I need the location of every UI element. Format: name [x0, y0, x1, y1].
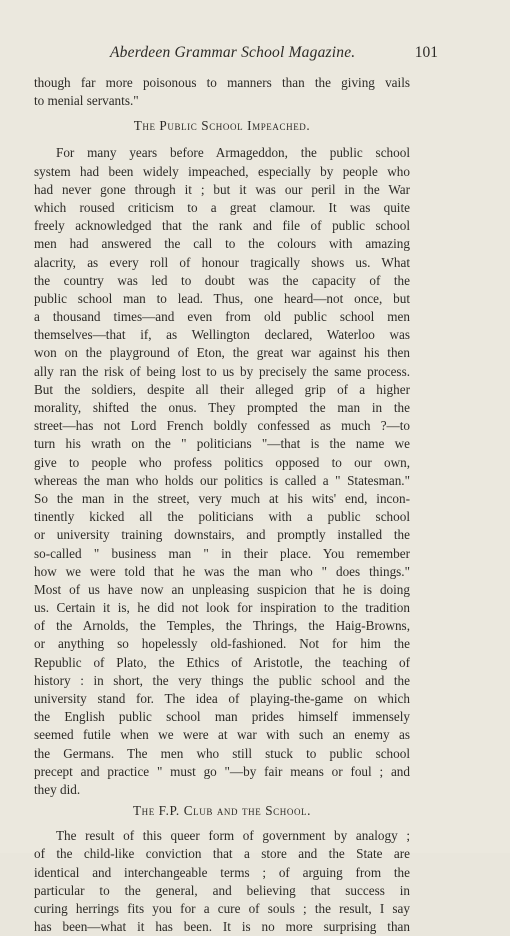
- text-line: street—has not Lord French boldly confessed as much ?—to: [34, 418, 410, 434]
- page-number: 101: [414, 44, 438, 61]
- text-line: though far more poisonous to manners than the giving vails: [34, 75, 410, 90]
- text-line: or university training downstairs, and promptly installed the: [34, 527, 410, 543]
- text-line: The result of this queer form of government by analogy ;: [56, 828, 410, 844]
- text-line: precept and practice " must go "—by fair means or foul ; and: [34, 763, 410, 779]
- text-line: But the soldiers, despite all their alleged grip of a higher: [34, 381, 410, 397]
- text-line: curing herrings fits you for a cure of souls ; the result, I say: [34, 900, 410, 916]
- paragraph-public-school: [34, 144, 410, 799]
- text-line: So the man in the street, very much at his wits' end, incon-: [34, 490, 410, 506]
- text-line: has been—what it has been. It is no more surprising than: [34, 919, 410, 935]
- text-line: which roused criticism to a great clamour. It was quite: [34, 199, 410, 215]
- text-line: had never gone through it ; but it was our peril in the War: [34, 181, 410, 197]
- text-line: Most of us have now an unpleasing suspicion that he is doing: [34, 581, 410, 597]
- text-line: the English public school man prides himself immensely: [34, 709, 410, 725]
- text-line: give to people who profess politics opposed to our own,: [34, 454, 410, 470]
- text-line: seemed futile when we were at war with such an enemy as: [34, 727, 410, 743]
- paragraph-continued: [34, 74, 410, 110]
- magazine-title: Aberdeen Grammar School Magazine.: [110, 44, 356, 61]
- section-heading-public-school-impeached: The Public School Impeached.: [133, 118, 311, 134]
- text-line: the country was led to doubt was the capacity of the: [34, 272, 410, 288]
- text-line: identical and interchangeable terms ; of arguing from the: [34, 864, 410, 880]
- text-line: a thousand times—and even from old public school men: [34, 309, 410, 325]
- text-line: turn his wrath on the " politicians "—that is the name we: [34, 436, 410, 452]
- text-line: For many years before Armageddon, the public school: [56, 145, 410, 161]
- text-line: tinently kicked all the politicians with a public school: [34, 509, 410, 525]
- text-line: they did.: [34, 781, 81, 797]
- text-line: so-called " business man " in their place. You remember: [34, 545, 410, 561]
- paragraph-fp-club: [34, 827, 410, 936]
- text-line: themselves—that if, as Wellington declared, Waterloo was: [34, 327, 410, 343]
- text-line: of the Arnolds, the Temples, the Thrings, the Haig-Browns,: [34, 618, 410, 634]
- text-line: freely acknowledged that the rank and file of public school: [34, 218, 410, 234]
- text-line: us. Certain it is, he did not look for inspiration to the tradition: [34, 600, 410, 616]
- text-line: how we were told that he was the man who " does things.": [34, 563, 410, 579]
- text-line: whereas the man who holds our politics is called a " Statesman.": [34, 472, 410, 488]
- article-body: [34, 74, 410, 936]
- section-heading-fp-club: The F.P. Club and the School.: [132, 803, 312, 819]
- text-line: the Germans. The men who still stuck to public school: [34, 745, 410, 761]
- text-line: men had answered the call to the colours with amazing: [34, 236, 410, 252]
- text-line: ally ran the risk of being lost to us by precisely the same process.: [34, 363, 410, 379]
- text-line: alacrity, as every roll of honour tragically shows us. What: [34, 254, 410, 270]
- running-header: [34, 44, 474, 64]
- text-line: or anything so hopelessly old-fashioned. Not for him the: [34, 636, 410, 652]
- text-line: morality, shifted the onus. They prompted the man in the: [34, 400, 410, 415]
- text-line: Republic of Plato, the Ethics of Aristotle, the teaching of: [34, 654, 410, 670]
- text-line: particular to the general, and believing that success in: [34, 882, 410, 898]
- text-line: university stand for. The idea of playing-the-game on which: [34, 691, 410, 706]
- text-line: won on the playground of Eton, the great war against his then: [34, 345, 410, 361]
- text-line: public school man to lead. Thus, one heard—not once, but: [34, 290, 410, 306]
- text-line: system had been widely impeached, especially by people who: [34, 163, 410, 179]
- text-line: of the child-like conviction that a store and the State are: [34, 846, 410, 862]
- text-line: to menial servants.": [34, 93, 139, 109]
- text-line: history : in short, the very things the public school and the: [34, 672, 410, 688]
